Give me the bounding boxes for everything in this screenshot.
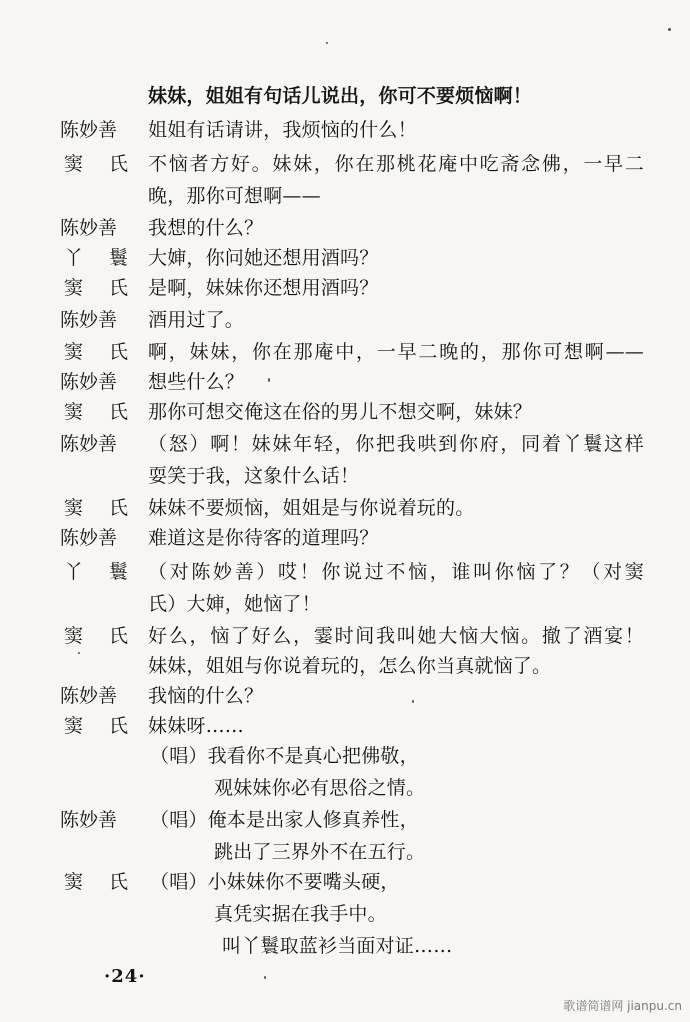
- speaker-name: 陈妙善: [60, 685, 118, 707]
- dialogue-text: 不恼者方好。妹妹，你在那桃花庵中吃斋念佛，一早二: [148, 153, 644, 175]
- speaker-name: [64, 492, 128, 524]
- dialogue-text: 氏）大婶，她恼了！: [148, 593, 321, 615]
- print-speck: [326, 42, 328, 44]
- dialogue-text: （对陈妙善）哎！你说过不恼，谁叫你恼了？（对窦: [148, 561, 644, 583]
- script-line: [0, 212, 690, 244]
- page-number: ·24·: [104, 966, 146, 987]
- dialogue-text: 酒用过了。: [148, 309, 245, 331]
- dialogue-text: 晚，那你可想啊——: [148, 185, 321, 207]
- print-speck: [412, 700, 414, 703]
- speaker-name: [64, 242, 128, 274]
- dialogue-text: 妹妹，姐姐与你说着玩的，怎么你当真就恼了。: [148, 655, 552, 677]
- speaker-name-char: 窦: [64, 497, 84, 519]
- speaker-name-char: 氏: [108, 401, 128, 423]
- script-line: [0, 740, 690, 772]
- print-speck: [668, 28, 671, 31]
- site-watermark: 歌谱简谱网 jianpu.cn: [563, 999, 682, 1013]
- script-line: [0, 336, 690, 368]
- script-line: [0, 836, 690, 868]
- speaker-name-char: 鬟: [108, 561, 128, 583]
- speaker-name-char: 鬟: [108, 247, 128, 269]
- script-line: [0, 492, 690, 524]
- speaker-name-char: 氏: [108, 715, 128, 737]
- speaker-name: 陈妙善: [60, 217, 118, 239]
- script-line: [0, 80, 690, 112]
- dialogue-text: 妹妹，姐姐有句话儿说出，你可不要烦恼啊！: [148, 85, 533, 107]
- speaker-name: 陈妙善: [60, 119, 118, 141]
- script-line: [0, 588, 690, 620]
- dialogue-text: 想些什么？: [148, 371, 245, 393]
- speaker-name-char: 丫: [64, 561, 84, 583]
- script-line: [0, 620, 690, 652]
- speaker-name: [64, 556, 128, 588]
- speaker-name: [64, 272, 128, 304]
- dialogue-text: 难道这是你待客的道理吗？: [148, 527, 379, 549]
- speaker-name: [64, 710, 128, 742]
- script-line: [0, 304, 690, 336]
- speaker-name: [64, 396, 128, 428]
- script-line: [0, 866, 690, 898]
- speaker-name-char: 窦: [64, 715, 84, 737]
- dialogue-text: 姐姐有话请讲，我烦恼的什么！: [148, 119, 417, 141]
- speaker-name-char: 氏: [108, 871, 128, 893]
- speaker-name-char: 氏: [108, 277, 128, 299]
- speaker-name: [64, 336, 128, 368]
- script-line: [0, 114, 690, 146]
- script-line: [0, 680, 690, 712]
- speaker-name: 陈妙善: [60, 371, 118, 393]
- speaker-name-char: 氏: [108, 625, 128, 647]
- speaker-name-char: 氏: [108, 341, 128, 363]
- script-line: [0, 180, 690, 212]
- script-line: [0, 460, 690, 492]
- dialogue-text: 那你可想交俺这在俗的男儿不想交啊，妹妹？: [148, 401, 533, 423]
- print-speck: [264, 976, 266, 979]
- dialogue-text: 是啊，妹妹你还想用酒吗？: [148, 277, 379, 299]
- speaker-name-char: 窦: [64, 341, 84, 363]
- speaker-name-char: 窦: [64, 153, 84, 175]
- sung-verse-text: 跳出了三界外不在五行。: [214, 841, 426, 863]
- speaker-name-char: 窦: [64, 871, 84, 893]
- speaker-name-char: 氏: [108, 497, 128, 519]
- speaker-name: 陈妙善: [60, 527, 118, 549]
- speaker-name: 陈妙善: [60, 309, 118, 331]
- script-line: [0, 898, 690, 930]
- speaker-name: 陈妙善: [60, 809, 118, 831]
- dialogue-text: 我恼的什么？: [148, 685, 264, 707]
- script-line: [0, 396, 690, 428]
- script-line: [0, 242, 690, 274]
- speaker-name-char: 窦: [64, 625, 84, 647]
- script-line: [0, 148, 690, 180]
- print-speck: [78, 652, 80, 654]
- sung-verse-text: （唱）我看你不是真心把佛敬，: [150, 745, 419, 767]
- script-line: [0, 272, 690, 304]
- speaker-name-char: 窦: [64, 401, 84, 423]
- sung-verse-text: 叫丫鬟取蓝衫当面对证……: [222, 935, 453, 957]
- dialogue-text: （怒）啊！妹妹年轻，你把我哄到你府，同着丫鬟这样: [148, 433, 644, 455]
- dialogue-text: 大婶，你问她还想用酒吗？: [148, 247, 379, 269]
- dialogue-text: 我想的什么？: [148, 217, 264, 239]
- sung-verse-text: （唱）俺本是出家人修真养性，: [150, 809, 419, 831]
- dialogue-text: 好么，恼了好么，霎时间我叫她大恼大恼。撤了酒宴！: [148, 625, 644, 647]
- speaker-name-char: 氏: [108, 153, 128, 175]
- script-line: [0, 522, 690, 554]
- speaker-name: [64, 148, 128, 180]
- print-speck: [268, 378, 270, 382]
- script-line: [0, 804, 690, 836]
- speaker-name: 陈妙善: [60, 433, 118, 455]
- speaker-name-char: 丫: [64, 247, 84, 269]
- script-line: [0, 930, 690, 962]
- sung-verse-text: 观妹妹你必有思俗之情。: [214, 777, 426, 799]
- dialogue-text: 妹妹呀……: [148, 715, 245, 737]
- script-line: [0, 772, 690, 804]
- script-line: [0, 650, 690, 682]
- sung-verse-text: （唱）小妹妹你不要嘴头硬，: [150, 871, 400, 893]
- dialogue-text: 啊，妹妹，你在那庵中，一早二晚的，那你可想啊——: [148, 341, 644, 363]
- script-line: [0, 428, 690, 460]
- dialogue-text: 耍笑于我，这象什么话！: [148, 465, 360, 487]
- script-line: [0, 556, 690, 588]
- script-line: [0, 710, 690, 742]
- script-line: [0, 366, 690, 398]
- speaker-name-char: 窦: [64, 277, 84, 299]
- sung-verse-text: 真凭实据在我手中。: [214, 903, 387, 925]
- dialogue-text: 妹妹不要烦恼，姐姐是与你说着玩的。: [148, 497, 475, 519]
- speaker-name: [64, 620, 128, 652]
- speaker-name: [64, 866, 128, 898]
